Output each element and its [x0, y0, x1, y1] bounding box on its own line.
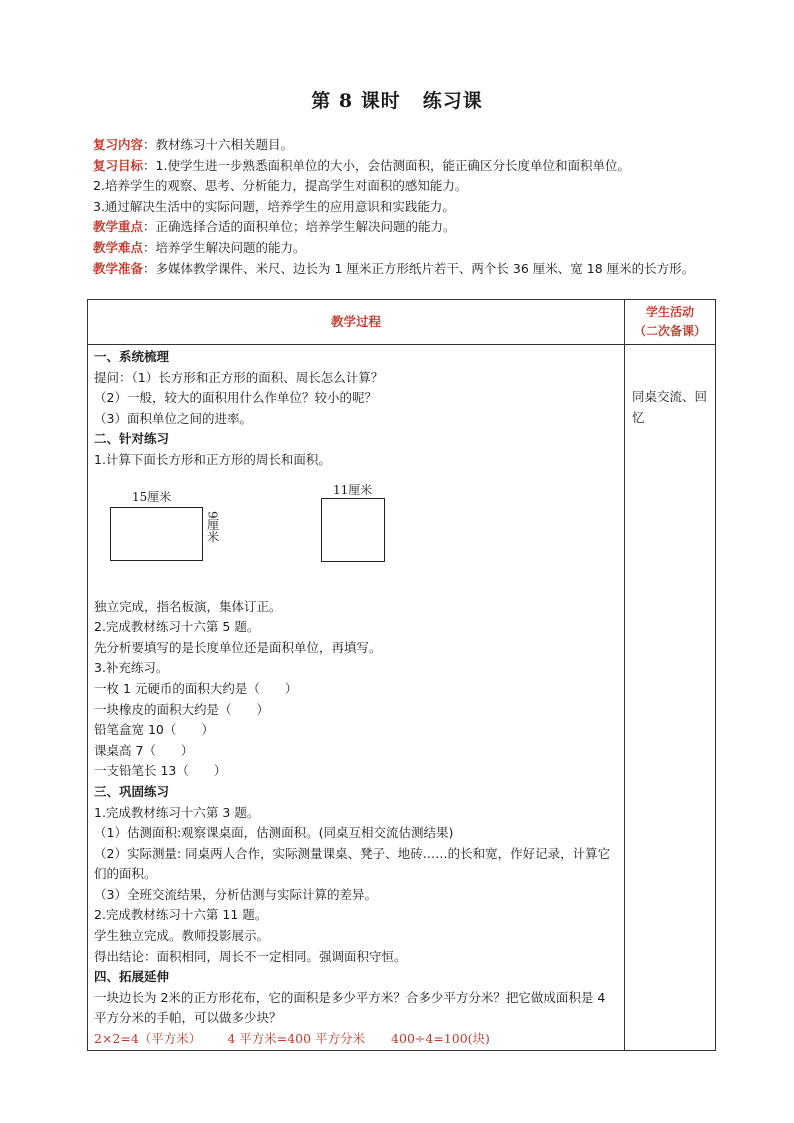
- review-content-text: ：教材练习十六相关题目。: [143, 137, 294, 152]
- section-heading: 四、拓展延伸: [94, 969, 170, 985]
- header-student-activity: [625, 303, 715, 341]
- difficulty-text: ：培养学生解决问题的能力。: [143, 239, 306, 255]
- teaching-prep: [93, 259, 733, 280]
- answer-step-3: 400÷4=100(块): [391, 1031, 490, 1047]
- difficulty: [93, 238, 733, 259]
- difficulty-label: 教学难点: [93, 239, 144, 255]
- square-figure: [321, 498, 385, 562]
- title-lesson: 第 8 课时: [311, 90, 401, 112]
- review-content-label: 复习内容: [93, 137, 144, 152]
- lesson-table: [87, 299, 716, 1051]
- process-line: 提问：（1）长方形和正方形的面积、周长怎么计算？: [94, 369, 384, 385]
- process-line: 先分析要填写的是长度单位还是面积单位，再填写。: [94, 639, 382, 655]
- square-side-label: 11厘米: [333, 482, 373, 497]
- process-line: 得出结论：面积相同，周长不一定相同。强调面积守恒。: [94, 948, 407, 964]
- process-line: 学生独立完成。教师投影展示。: [94, 928, 270, 944]
- review-goal-label: 复习目标: [93, 157, 144, 173]
- rectangle-figure: [110, 507, 203, 561]
- process-line: 课桌高 7（ ）: [94, 742, 194, 758]
- key-point-label: 教学重点: [93, 219, 144, 235]
- shape-figures: [94, 471, 620, 597]
- header-teaching-process: 教学过程: [330, 314, 381, 329]
- teaching-process-content: [94, 347, 620, 1050]
- process-line: 一枚 1 元硬币的面积大约是（ ）: [94, 680, 298, 696]
- process-line: 2.完成教材练习十六第 11 题。: [94, 907, 268, 923]
- teaching-prep-text: ：多媒体教学课件、米尺、边长为 1 厘米正方形纸片若干、两个长 36 厘米、宽 18 厘米的长方形。: [143, 260, 695, 276]
- process-line: 3.补充练习。: [94, 660, 169, 676]
- review-goal-text: ：1.使学生进一步熟悉面积单位的大小，会估测面积，能正确区分长度单位和面积单位。: [143, 157, 630, 173]
- process-line: 1.完成教材练习十六第 3 题。: [94, 804, 260, 820]
- answer-step-2: 4 平方米=400 平方分米: [227, 1031, 366, 1047]
- process-line: （3）全班交流结果，分析估测与实际计算的差异。: [94, 886, 377, 902]
- process-line: （1）估测面积:观察课桌面，估测面积。(同桌互相交流估测结果): [94, 825, 454, 841]
- answer-step-1: 2×2=4（平方米）: [94, 1031, 202, 1047]
- process-line: 铅笔盒宽 10（ ）: [94, 722, 214, 738]
- section-heading: 二、针对练习: [94, 431, 170, 447]
- process-line: （2）实际测量: 同桌两人合作，实际测量课桌、凳子、地砖……的长和宽，作好记录，计算它们的面积。: [94, 845, 611, 882]
- student-activity-note: 同桌交流、回忆: [632, 389, 708, 425]
- review-goal: [93, 156, 733, 177]
- process-line: 一块橡皮的面积大约是（ ）: [94, 701, 270, 717]
- process-line: 2.完成教材练习十六第 5 题。: [94, 619, 260, 635]
- column-divider: [624, 300, 625, 1050]
- section-heading: 三、巩固练习: [94, 783, 170, 799]
- process-line: （3）面积单位之间的进率。: [94, 410, 252, 426]
- key-point-text: ：正确选择合适的面积单位；培养学生解决问题的能力。: [143, 219, 456, 235]
- header-side-line2: （二次备课）: [633, 324, 706, 338]
- page-title: [0, 86, 794, 113]
- title-topic: 练习课: [422, 90, 483, 112]
- process-line: 独立完成，指名板演，集体订正。: [94, 598, 282, 614]
- goal-2: 2.培养学生的观察、思考、分析能力，提高学生对面积的感知能力。: [93, 178, 468, 194]
- process-line: 一支铅笔长 13（ ）: [94, 763, 227, 779]
- goal-3: 3.通过解决生活中的实际问题，培养学生的应用意识和实践能力。: [93, 198, 455, 214]
- key-point: [93, 217, 733, 238]
- process-line: 1.计算下面长方形和正方形的周长和面积。: [94, 451, 331, 467]
- answer-line: [94, 1029, 620, 1050]
- review-content: [93, 135, 733, 156]
- header-side-line1: 学生活动: [645, 305, 694, 319]
- process-line: （2）一般，较大的面积用什么作单位？较小的呢？: [94, 390, 377, 406]
- section-heading: 一、系统梳理: [94, 349, 170, 364]
- lesson-intro: [93, 135, 733, 279]
- header-divider: [88, 344, 715, 345]
- rectangle-length-label: 15厘米: [132, 489, 172, 504]
- process-line: 一块边长为 2米的正方形花布，它的面积是多少平方米？合多少平方分米？把它做成面积是 4 平方分米的手帕，可以做多少块？: [94, 989, 606, 1026]
- rectangle-width-label: 9厘米: [205, 510, 220, 543]
- teaching-prep-label: 教学准备: [93, 260, 144, 276]
